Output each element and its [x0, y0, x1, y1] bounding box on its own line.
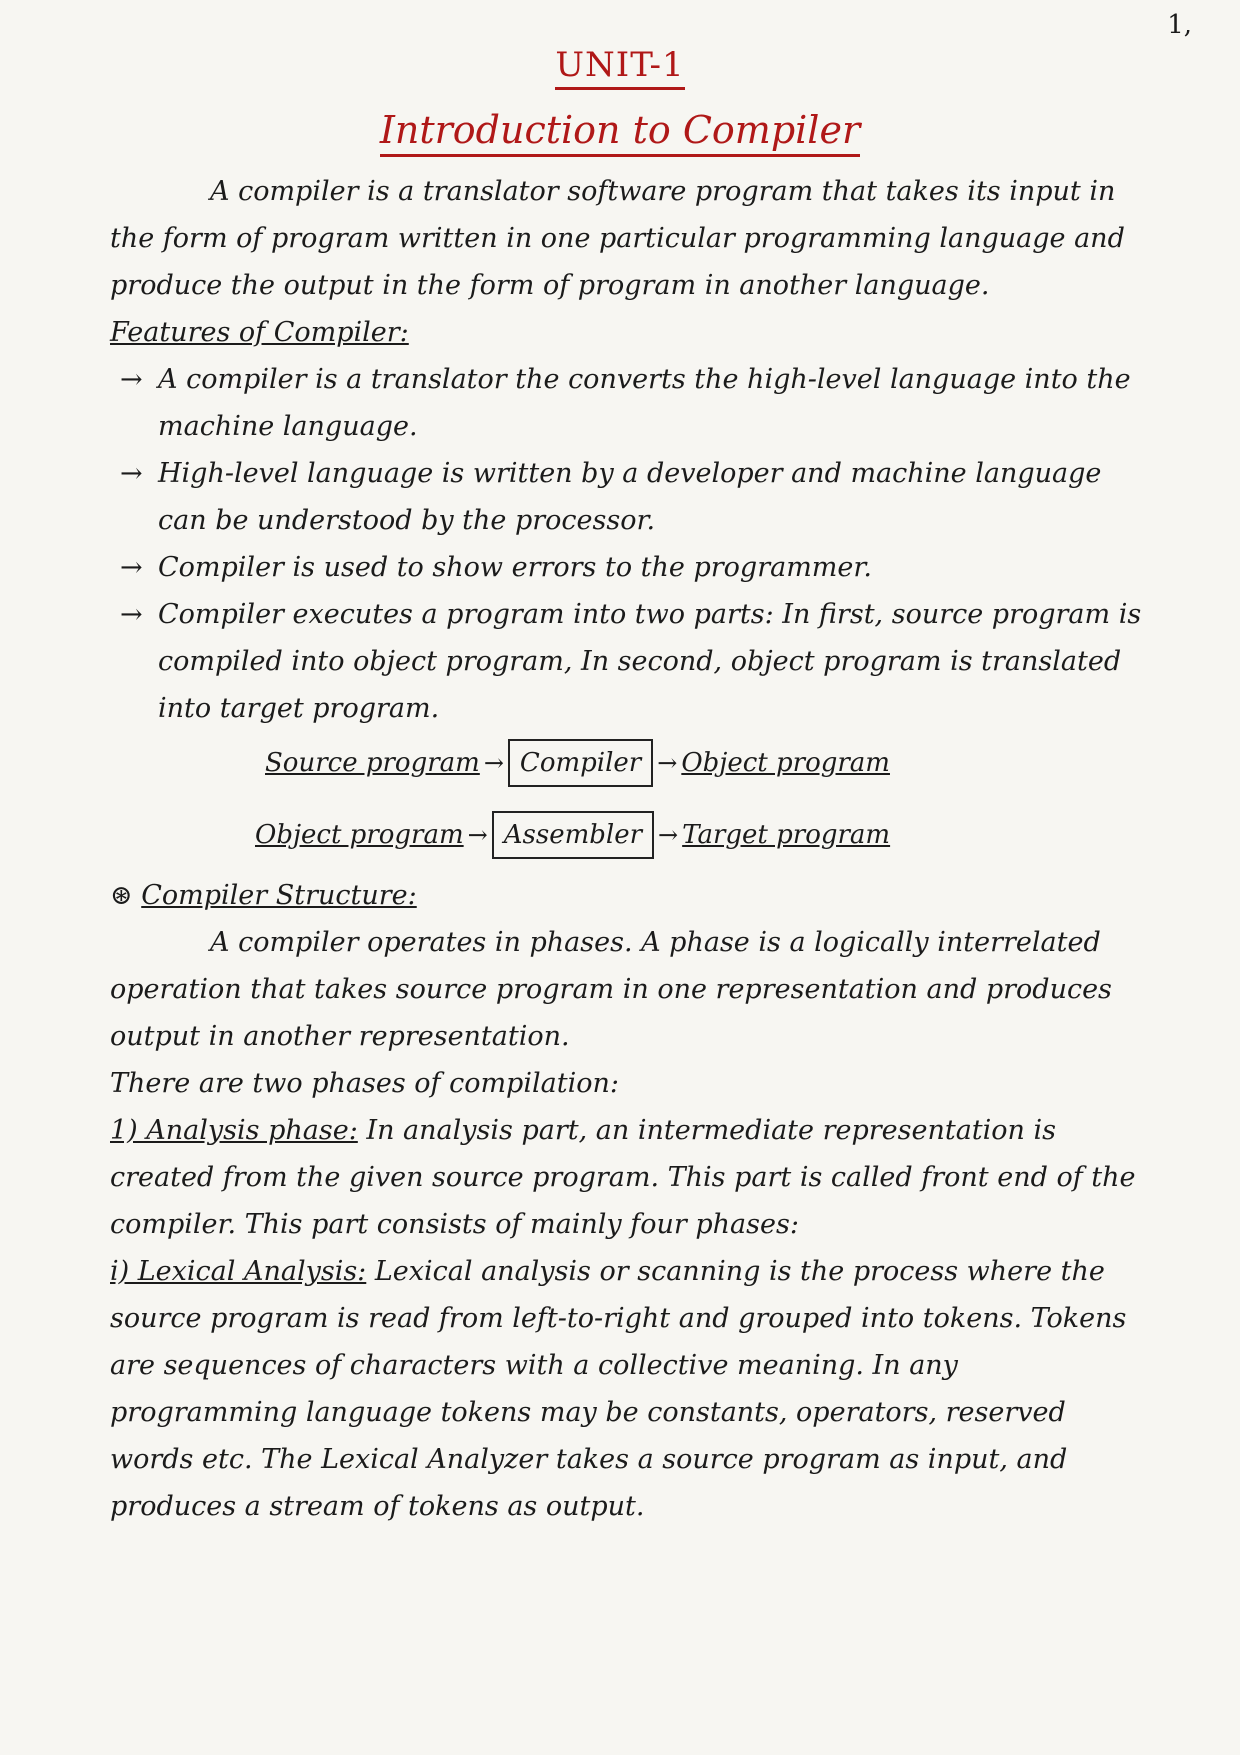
arrow-right-icon: → — [657, 748, 678, 777]
phases-line: There are two phases of compilation: — [110, 1068, 619, 1099]
assembler-flow-diagram — [255, 804, 1150, 866]
unit-title-text: UNIT-1 — [555, 45, 684, 90]
compiler-structure-section — [110, 872, 1150, 1530]
compiler-box: Compiler — [508, 739, 653, 787]
feature-item: → Compiler is used to show errors to the programmer. — [120, 544, 1150, 591]
flow-output-label: Target program — [682, 819, 891, 850]
lexical-analysis-paragraph — [110, 1248, 1150, 1530]
assembler-box: Assembler — [492, 811, 654, 859]
unit-title — [0, 45, 1240, 85]
flow-input-label: Source program — [265, 747, 480, 778]
analysis-phase-label: 1) Analysis phase: — [110, 1115, 358, 1146]
features-heading: Features of Compiler: — [110, 317, 409, 348]
lexical-analysis-label: i) Lexical Analysis: — [110, 1256, 367, 1287]
compiler-flow-diagram — [265, 732, 1150, 794]
structure-heading-row — [110, 872, 1150, 919]
arrow-right-icon: → — [467, 820, 488, 849]
feature-item: → A compiler is a translator the converts the high-level language into the machine language. — [120, 356, 1150, 450]
analysis-phase-paragraph — [110, 1107, 1150, 1248]
notes-content — [110, 168, 1150, 1530]
structure-heading: Compiler Structure: — [141, 880, 417, 911]
lexical-analysis-text: Lexical analysis or scanning is the process where the source program is read from left-to-right and grouped into tokens. Tokens are sequences of characters with a collective meaning. In any programming language tokens may be constants, operators, reserved words etc. The Lexical Analyzer takes a source program as input, and produces a stream of tokens as output. — [110, 1256, 1127, 1522]
arrow-right-icon: → — [658, 820, 679, 849]
arrow-right-icon: → — [483, 748, 504, 777]
intro-paragraph: A compiler is a translator software program that takes its input in the form of program written in one particular programming language and produce the output in the form of program in another language. — [110, 176, 1125, 301]
page-number: 1, — [1167, 10, 1192, 40]
flow-input-label: Object program — [255, 819, 464, 850]
flow-output-label: Object program — [681, 747, 890, 778]
page-title — [0, 108, 1240, 152]
analysis-phase-text: In analysis part, an intermediate representation is created from the given source program. This part is called front end of the compiler. This part consists of mainly four phases: — [110, 1115, 1136, 1240]
feature-item: → Compiler executes a program into two parts: In first, source program is compiled into object program, In second, object program is translated into target program. — [120, 591, 1150, 732]
feature-item: → High-level language is written by a developer and machine language can be understood by the processor. — [120, 450, 1150, 544]
asterisk-bullet-icon: ⊛ — [110, 880, 133, 911]
page-title-text: Introduction to Compiler — [380, 108, 860, 157]
structure-intro: A compiler operates in phases. A phase is a logically interrelated operation that takes source program in one representation and produces output in another representation. — [110, 927, 1112, 1052]
features-list — [110, 356, 1150, 732]
